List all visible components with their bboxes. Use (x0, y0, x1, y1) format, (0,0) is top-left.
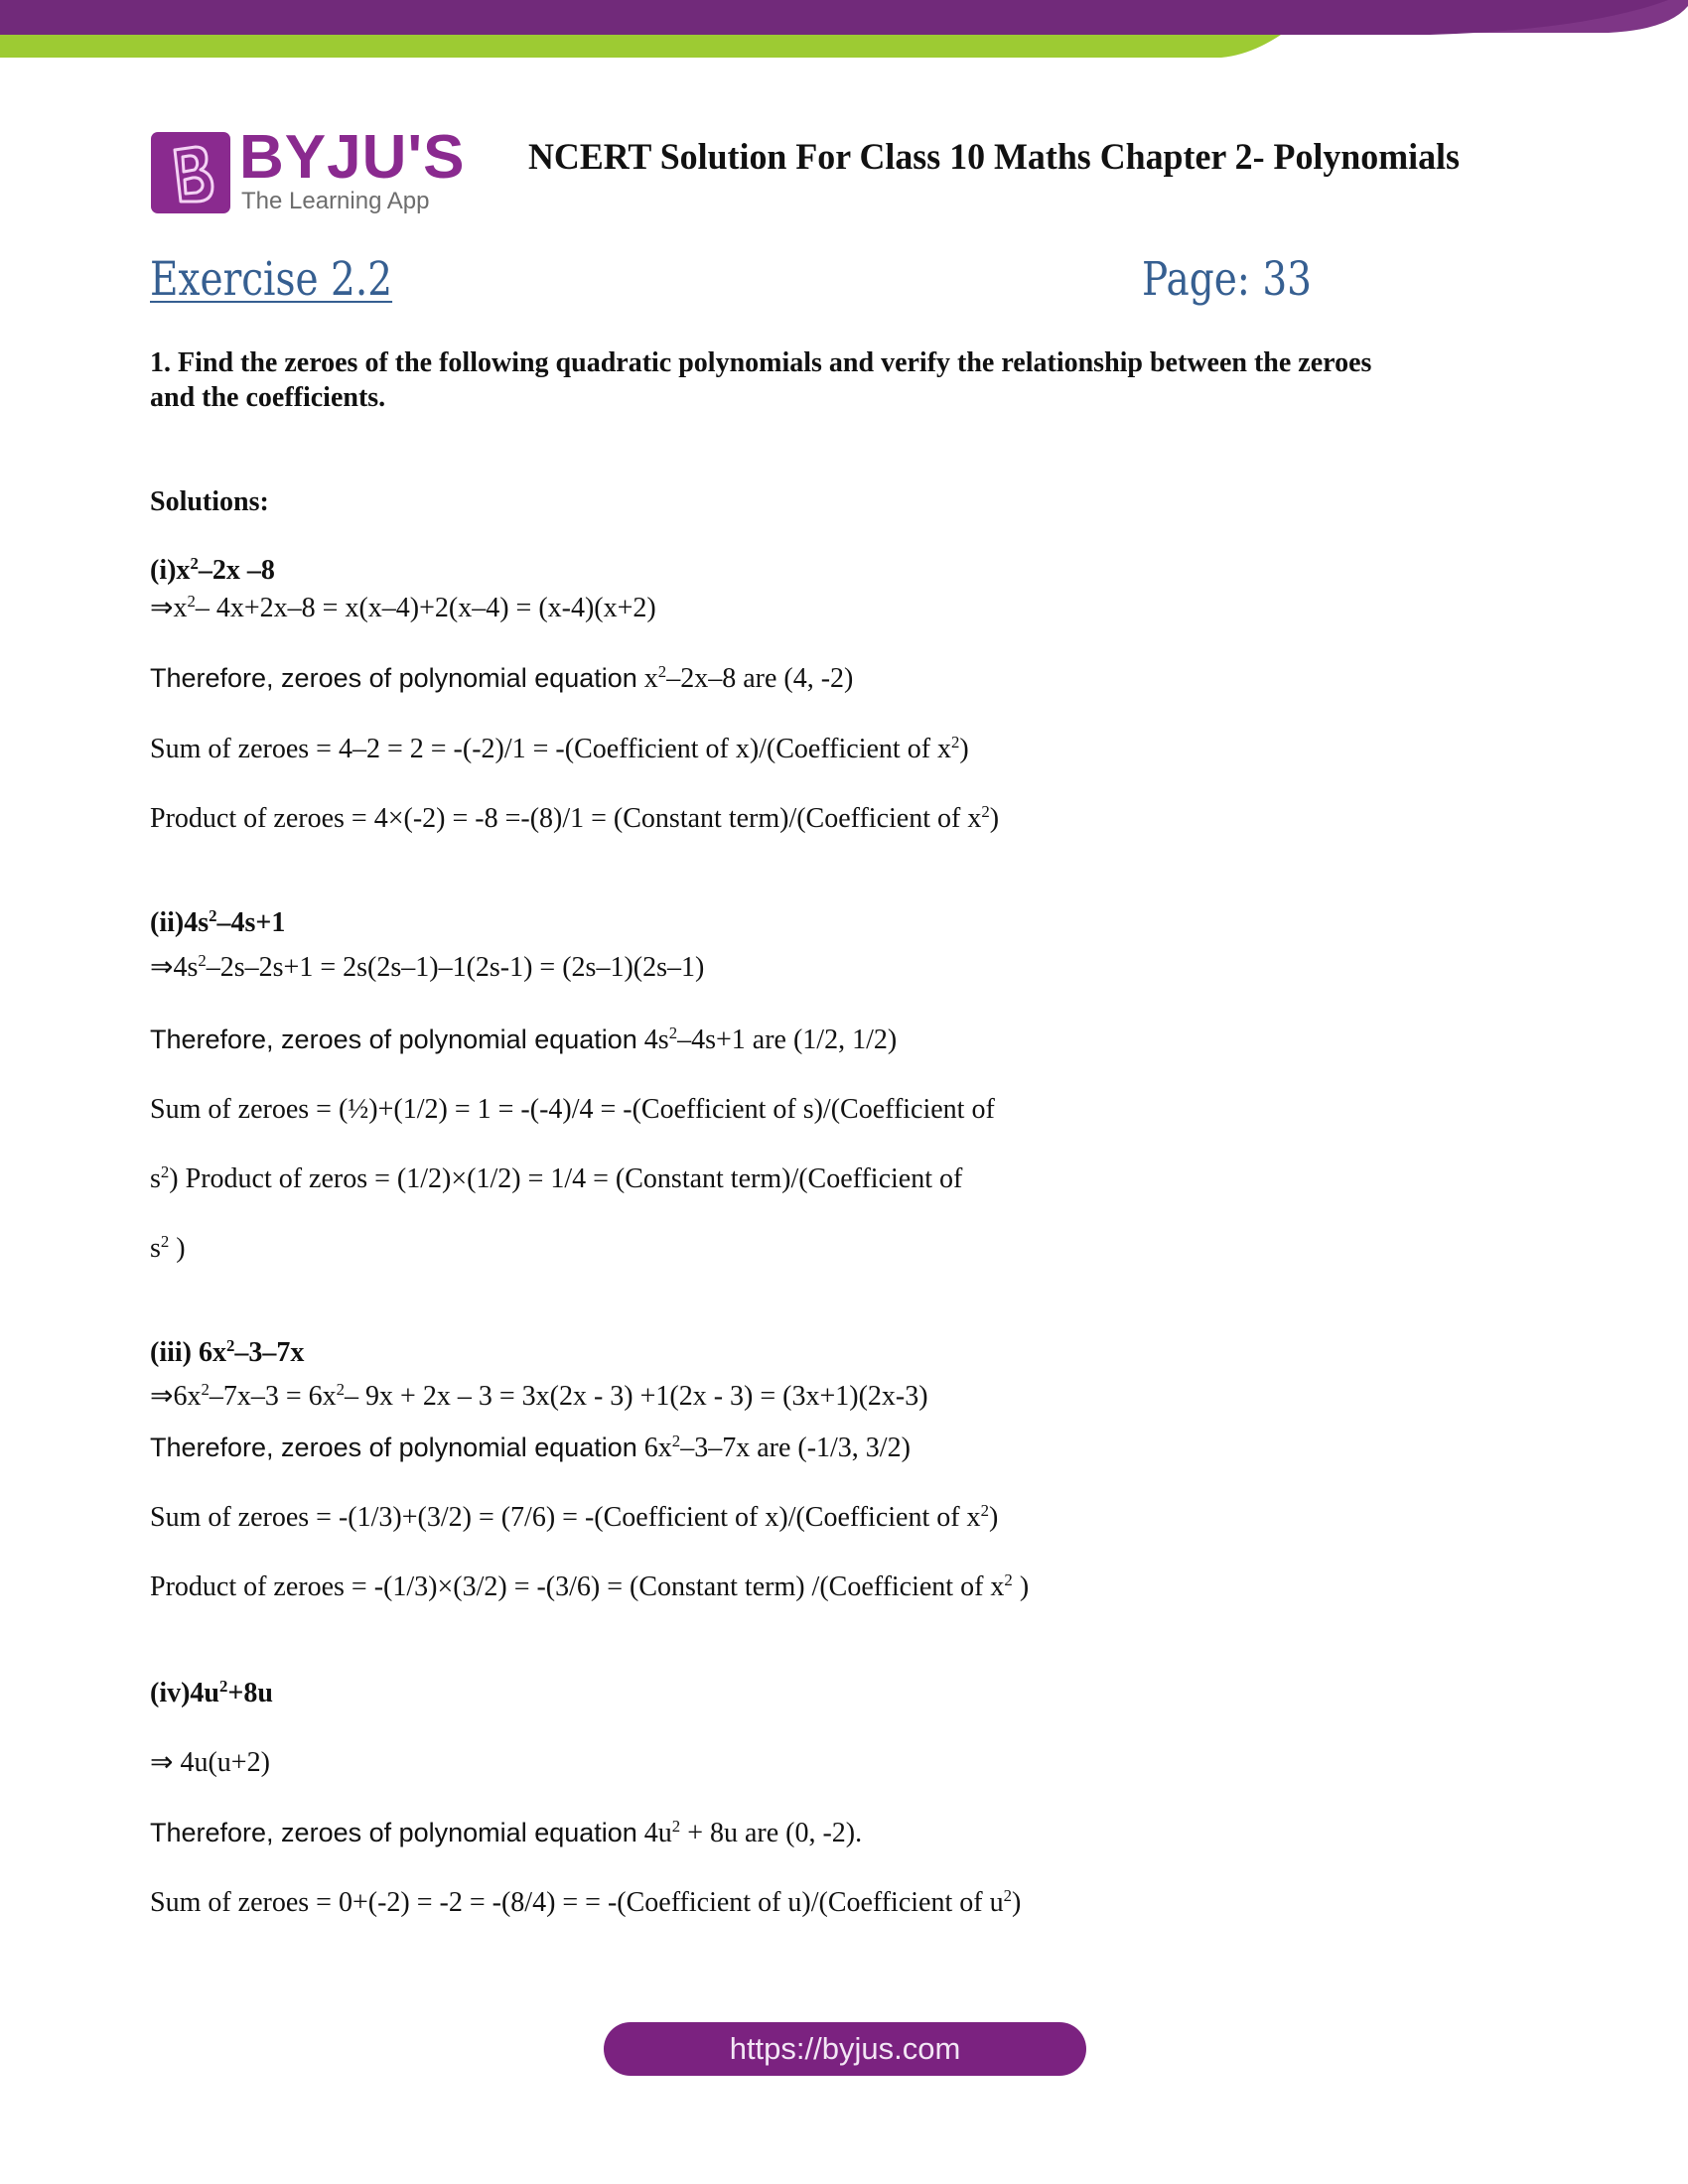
part-ii-zeroes: Therefore, zeroes of polynomial equation $4s^2-4s+1$ are (1/2, 1/2) (150, 1023, 898, 1055)
question-line-1: 1. Find the zeroes of the following quadratic polynomials and verify the relationship between the zeroes (150, 347, 1372, 378)
solutions-label: Solutions: (150, 486, 269, 517)
part-iii-sum: Sum of zeroes = -(1/3)+(3/2) = (7/6) = -(Coefficient of x)/(Coefficient of $x^2$) (150, 1500, 999, 1533)
part-iii-product: Product of zeroes = -(1/3)×(3/2) = -(3/6) = (Constant term) /(Coefficient of $x^2$ ) (150, 1570, 1030, 1602)
brand-name: BYJU'S (239, 123, 466, 192)
byjus-b-logo-icon (151, 132, 230, 213)
part-i-heading: $(i)x^2-2x$ –8 (150, 553, 275, 586)
part-iv-heading: $(iv)4u^2+8u$ (150, 1676, 273, 1708)
part-iii-heading: (iii) $6x^2-3-7x$ (150, 1335, 305, 1368)
part-ii-product-end: $s^2$ ) (150, 1231, 186, 1264)
question-line-2: and the coefficients. (150, 382, 386, 413)
footer-url-link[interactable] (604, 2022, 1086, 2076)
part-iv-zeroes: Therefore, zeroes of polynomial equation $4u^2 + 8u$ are (0, -2). (150, 1816, 863, 1848)
part-i-sum: Sum of zeroes = 4–2 = 2 = -(-2)/1 = -(Coefficient of x)/(Coefficient of $x^2$) (150, 732, 969, 764)
exercise-heading: Exercise 2.2 (150, 252, 393, 307)
part-i-factorization: $\Rightarrow x^2-$ 4x+2x–8 = x(x–4)+2(x–4) = (x-4)(x+2) (150, 591, 656, 623)
header-band (0, 0, 1688, 60)
part-ii-sum: Sum of zeroes = (½)+(1/2) = 1 = -(-4)/4 = -(Coefficient of s)/(Coefficient of (150, 1094, 995, 1125)
document-title: NCERT Solution For Class 10 Maths Chapter 2- Polynomials (528, 137, 1460, 178)
purple-stripe (0, 0, 1688, 35)
part-iii-factorization: $\Rightarrow 6x^2-7x-3 = 6x^2-$ 9x + 2x – 3 = 3x(2x - 3) +1(2x - 3) = (3x+1)(2x-3) (150, 1379, 928, 1412)
part-i-product: Product of zeroes = 4×(-2) = -8 =-(8)/1 = (Constant term)/(Coefficient of $x^2$) (150, 801, 1000, 834)
part-i-zeroes: Therefore, zeroes of polynomial equation $x^2-2x-8$ are (4, -2) (150, 661, 854, 694)
part-iv-factorization: ⇒ 4u(u+2) (150, 1747, 270, 1778)
brand-tagline: The Learning App (241, 188, 430, 214)
part-ii-product: $s^2$) Product of zeros = (1/2)×(1/2) = 1/4 = (Constant term)/(Coefficient of (150, 1161, 963, 1194)
green-stripe (0, 35, 1281, 58)
part-iv-sum: Sum of zeroes = 0+(-2) = -2 = -(8/4) = = -(Coefficient of u)/(Coefficient of $u^2$) (150, 1885, 1022, 1918)
part-ii-heading: $(ii)4s^2-4s+1$ (150, 905, 286, 938)
part-iii-zeroes: Therefore, zeroes of polynomial equation $6x^2-3-7x$ are (-1/3, 3/2) (150, 1431, 911, 1463)
footer-url-text: https://byjus.com (729, 2031, 961, 2066)
part-ii-factorization: $\Rightarrow 4s^2-2s-2s+1 = 2s(2s-1)-1(2s-1) = (2s-1)(2s-1)$ (150, 950, 705, 983)
page-number: Page: 33 (1142, 252, 1312, 307)
